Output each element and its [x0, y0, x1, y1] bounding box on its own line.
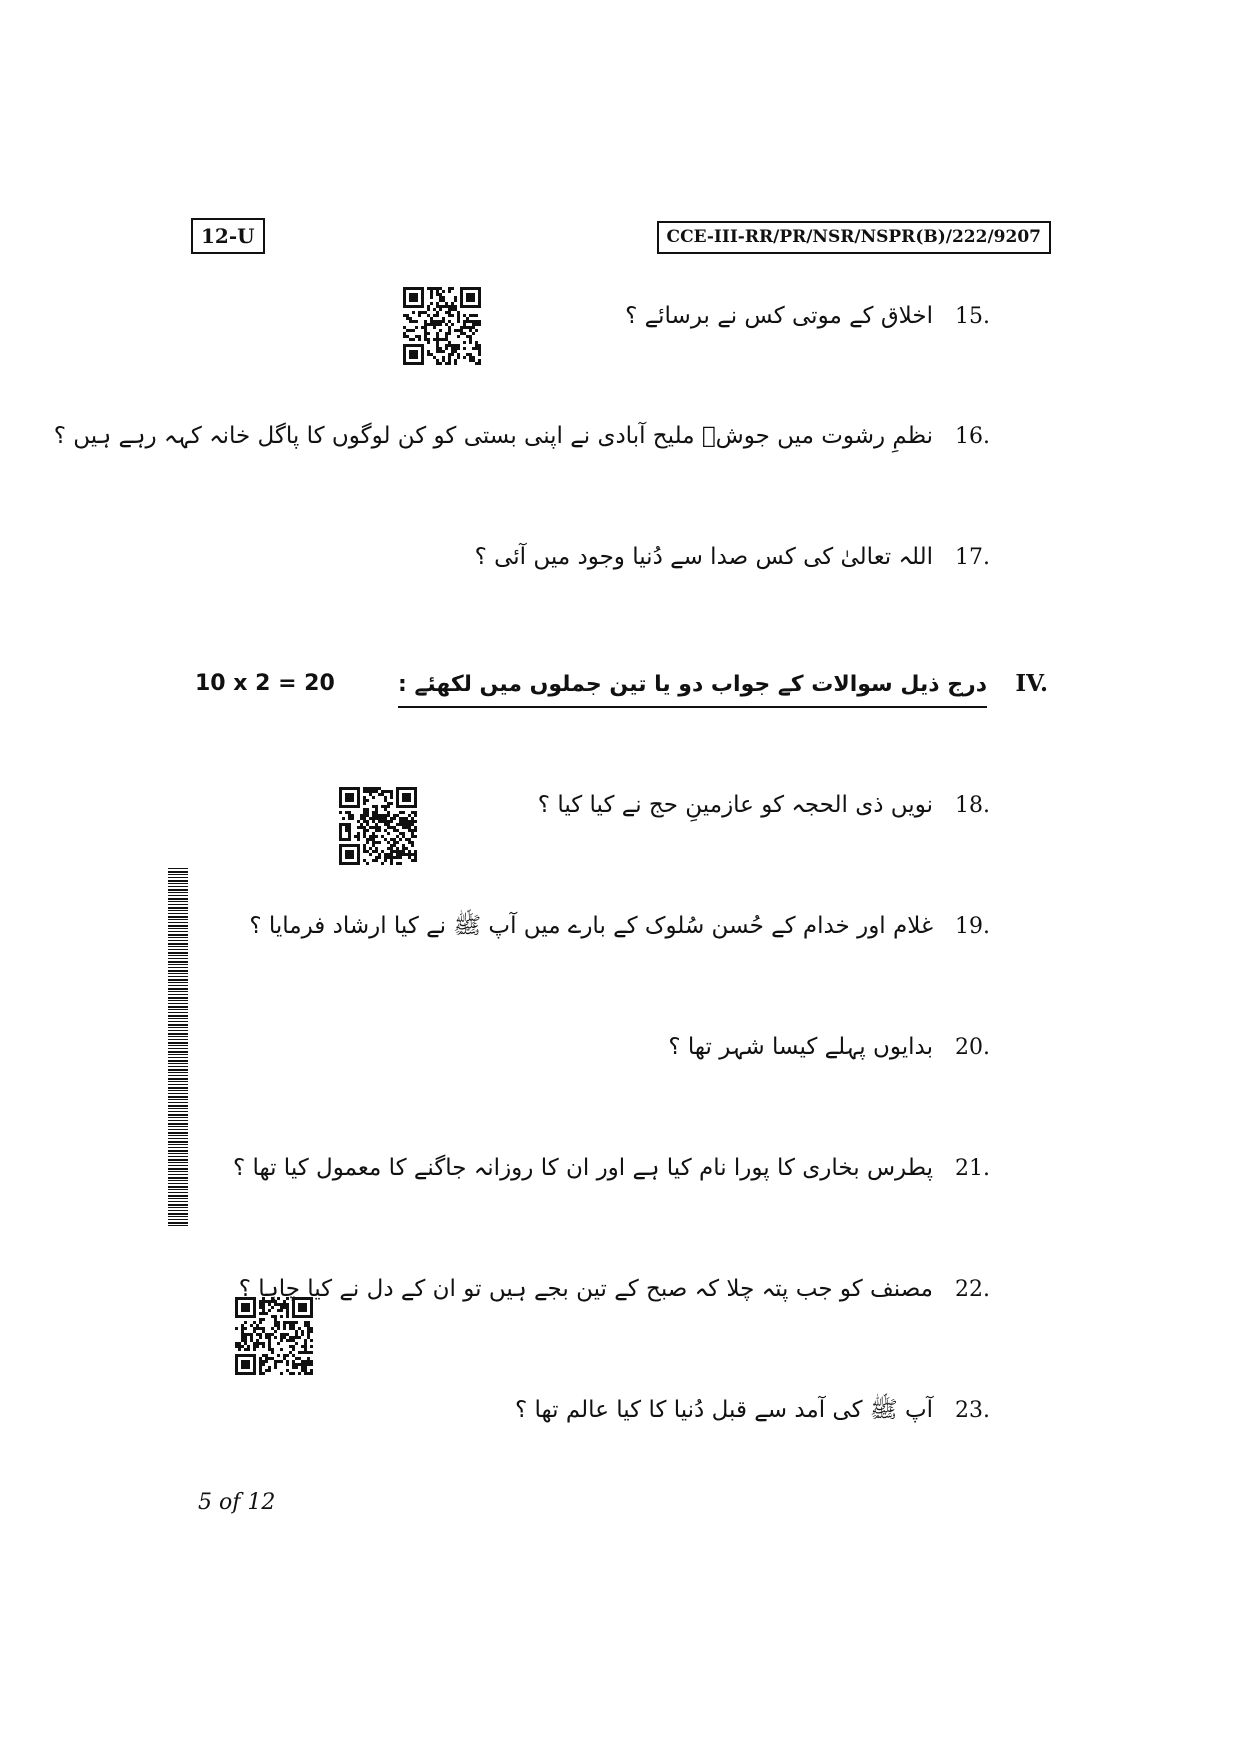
question-text: غلام اور خدام کے حُسن سُلوک کے بارے میں آپ ﷺ نے کیا ارشاد فرمایا ؟	[249, 913, 933, 939]
question-number: 21.	[955, 1156, 990, 1181]
question-22	[239, 1272, 990, 1307]
question-15	[625, 299, 990, 334]
question-text: بدایوں پہلے کیسا شہر تھا ؟	[668, 1034, 933, 1060]
question-text: اللہ تعالیٰ کی کس صدا سے دُنیا وجود میں آئی ؟	[474, 544, 933, 570]
paper-code-left: 12-U	[191, 218, 265, 254]
question-number: 16.	[955, 424, 990, 449]
question-18	[538, 788, 990, 823]
question-number: 17.	[955, 545, 990, 570]
question-text: نویں ذی الحجہ کو عازمینِ حج نے کیا کیا ؟	[537, 792, 933, 818]
qr-code-icon	[235, 1297, 313, 1375]
qr-code-icon	[403, 287, 481, 365]
question-text: پطرس بخاری کا پورا نام کیا ہے اور ان کا روزانہ جاگنے کا معمول کیا تھا ؟	[232, 1155, 933, 1181]
barcode-icon	[168, 868, 188, 1228]
question-number: 19.	[955, 914, 990, 939]
question-16	[54, 419, 990, 454]
question-text: مصنف کو جب پتہ چلا کہ صبح کے تین بجے ہیں تو ان کے دل نے کیا چاہا ؟	[238, 1276, 933, 1302]
question-number: 22.	[955, 1277, 990, 1302]
question-19	[249, 909, 990, 944]
section-marks: 10 x 2 = 20	[195, 671, 335, 696]
question-text: نظمِ رشوت میں جوشؔ ملیح آبادی نے اپنی بستی کو کن لوگوں کا پاگل خانہ کہہ رہے ہیں ؟	[53, 423, 933, 449]
question-number: 18.	[955, 793, 990, 818]
question-17	[475, 540, 990, 575]
question-number: 20.	[955, 1035, 990, 1060]
question-21	[233, 1151, 990, 1186]
section-number: IV.	[1015, 670, 1048, 697]
question-text: اخلاق کے موتی کس نے برسائے ؟	[625, 303, 933, 329]
qr-code-icon	[339, 787, 417, 865]
page-number: 5 of 12	[198, 1490, 276, 1515]
question-23	[515, 1393, 990, 1428]
question-number: 23.	[955, 1398, 990, 1423]
question-number: 15.	[955, 304, 990, 329]
question-20	[668, 1030, 990, 1065]
question-text: آپ ﷺ کی آمد سے قبل دُنیا کا کیا عالم تھا ؟	[515, 1397, 933, 1423]
paper-code-right: CCE-III-RR/PR/NSR/NSPR(B)/222/9207	[657, 221, 1051, 254]
section-instruction: درج ذیل سوالات کے جواب دو یا تین جملوں میں لکھئے :	[398, 668, 987, 708]
